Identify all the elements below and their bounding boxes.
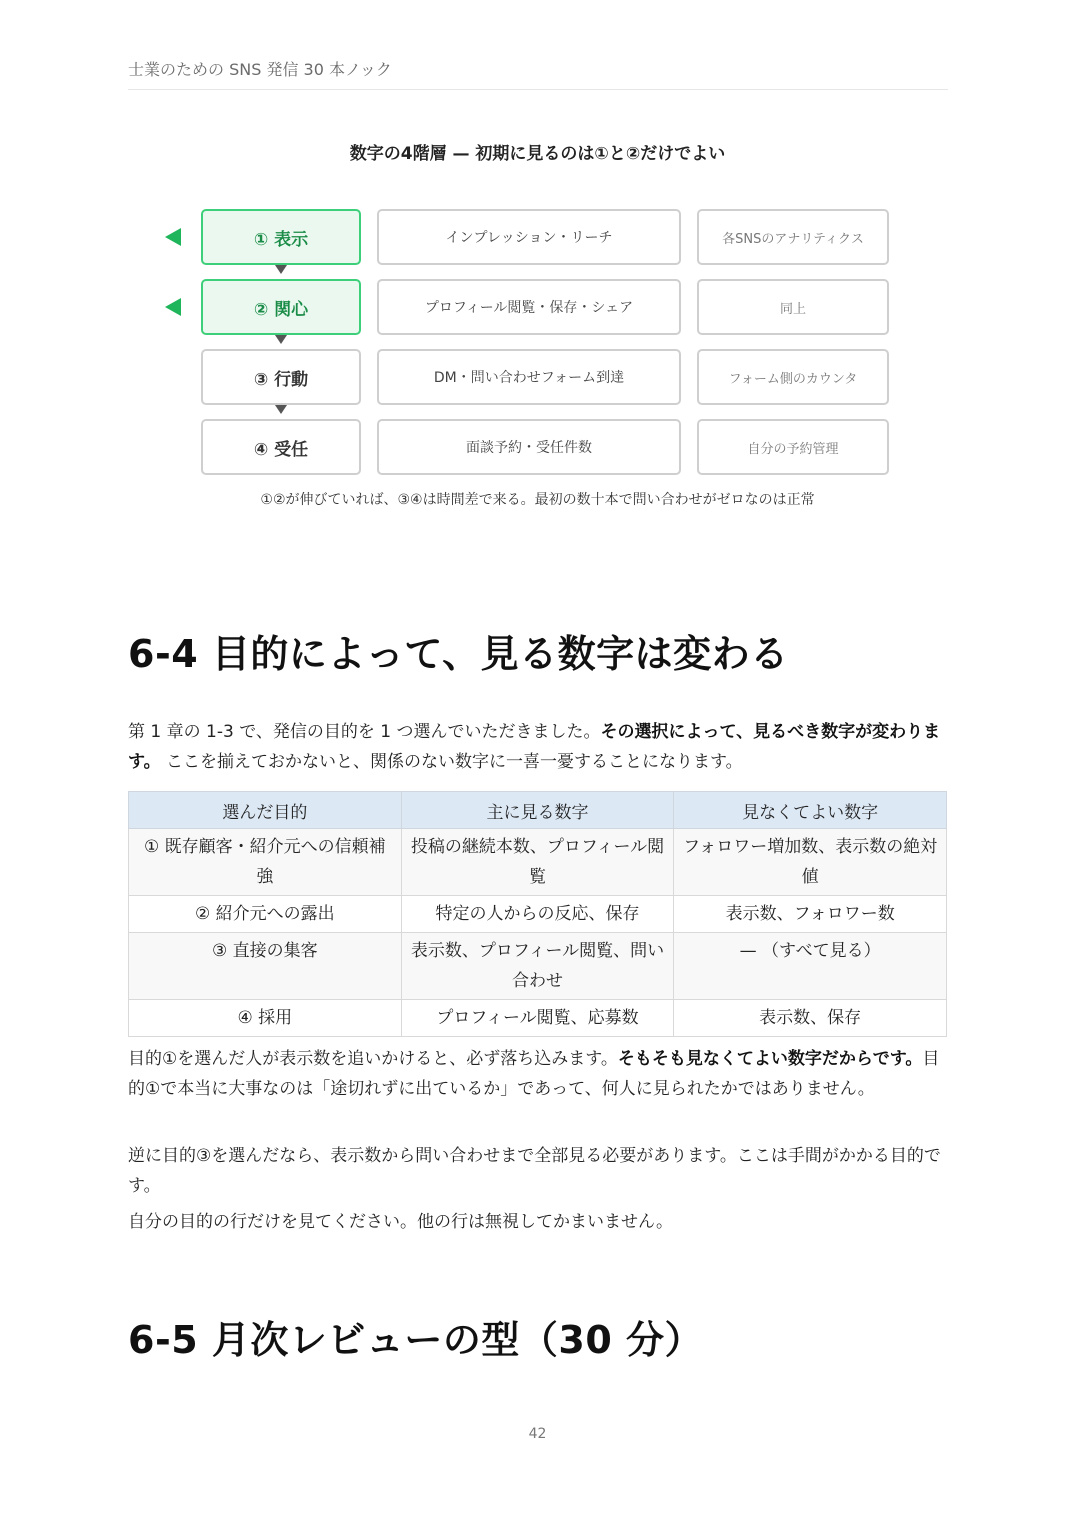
table-header-cell: 見なくてよい数字 xyxy=(674,792,947,829)
table-cell: プロフィール閲覧、応募数 xyxy=(401,1000,674,1037)
focus-marker-icon xyxy=(165,298,181,316)
section-heading-6-4: 6-4 目的によって、見る数字は変わる xyxy=(128,632,789,676)
table-cell: 表示数、保存 xyxy=(674,1000,947,1037)
table-row xyxy=(129,1000,947,1037)
table-cell: 表示数、フォロワー数 xyxy=(674,896,947,933)
intro-emphasis: その選択によって、見るべき数字が変わります。 xyxy=(128,722,941,772)
table-cell: — （すべて見る） xyxy=(674,933,947,1000)
paragraph-emphasis: そもそも見なくてよい数字だからです。 xyxy=(617,1049,923,1069)
table-cell: 投稿の継続本数、プロフィール閲覧 xyxy=(401,829,674,896)
table-row xyxy=(129,933,947,1000)
stage-box-3: ③ 行動 xyxy=(201,349,361,405)
table-cell: フォロワー増加数、表示数の絶対値 xyxy=(674,829,947,896)
table-cell: ① 既存顧客・紹介元への信頼補強 xyxy=(129,829,402,896)
metric-box-4: 面談予約・受任件数 xyxy=(377,419,681,475)
stage-box-2: ② 関心 xyxy=(201,279,361,335)
figure-caption: ①②が伸びていれば、③④は時間差で来る。最初の数十本で問い合わせがゼロなのは正常 xyxy=(260,492,815,508)
focus-marker-icon xyxy=(165,228,181,246)
figure-title: 数字の4階層 — 初期に見るのは①と②だけでよい xyxy=(349,144,726,164)
table-cell: ② 紹介元への露出 xyxy=(129,896,402,933)
intro-text-cont: ここを揃えておかないと、関係のない数字に一喜一憂することになります。 xyxy=(160,752,743,772)
paragraph-2: 逆に目的③を選んだなら、表示数から問い合わせまで全部見る必要があります。ここは手間がかかる目的です。 xyxy=(128,1146,941,1196)
purpose-metrics-table xyxy=(128,791,947,1037)
table-cell: ③ 直接の集客 xyxy=(129,933,402,1000)
paragraph-1 xyxy=(128,1044,948,1104)
running-header: 士業のための SNS 発信 30 本ノック xyxy=(128,60,392,79)
table-header-cell: 選んだ目的 xyxy=(129,792,402,829)
metric-box-2: プロフィール閲覧・保存・シェア xyxy=(377,279,681,335)
table-row xyxy=(129,896,947,933)
stage-box-4: ④ 受任 xyxy=(201,419,361,475)
metric-box-1: インプレッション・リーチ xyxy=(377,209,681,265)
table-header-cell: 主に見る数字 xyxy=(401,792,674,829)
table-header-row xyxy=(129,792,947,829)
table-cell: 表示数、プロフィール閲覧、問い合わせ xyxy=(401,933,674,1000)
arrow-down-icon xyxy=(275,405,287,414)
header-divider xyxy=(128,89,948,90)
intro-text: 第 1 章の 1-3 で、発信の目的を 1 つ選んでいただきました。 xyxy=(128,722,601,742)
section-heading-6-5: 6-5 月次レビューの型（30 分） xyxy=(128,1318,703,1362)
source-box-2: 同上 xyxy=(697,279,889,335)
source-box-1: 各SNSのアナリティクス xyxy=(697,209,889,265)
table-row xyxy=(129,829,947,896)
table-cell: 特定の人からの反応、保存 xyxy=(401,896,674,933)
stage-box-1: ① 表示 xyxy=(201,209,361,265)
source-box-4: 自分の予約管理 xyxy=(697,419,889,475)
intro-paragraph xyxy=(128,717,948,777)
paragraph-text: 目的①を選んだ人が表示数を追いかけると、必ず落ち込みます。 xyxy=(128,1049,618,1069)
paragraph-text-cont: 目的①で本当に大事なのは「途切れずに出ているか」であって、何人に見られたかではありません。 xyxy=(128,1049,940,1099)
table-cell: ④ 採用 xyxy=(129,1000,402,1037)
page-number: 42 xyxy=(528,1426,547,1442)
paragraph-3: 自分の目的の行だけを見てください。他の行は無視してかまいません。 xyxy=(128,1212,674,1232)
arrow-down-icon xyxy=(275,335,287,344)
metric-box-3: DM・問い合わせフォーム到達 xyxy=(377,349,681,405)
arrow-down-icon xyxy=(275,265,287,274)
source-box-3: フォーム側のカウンタ xyxy=(697,349,889,405)
